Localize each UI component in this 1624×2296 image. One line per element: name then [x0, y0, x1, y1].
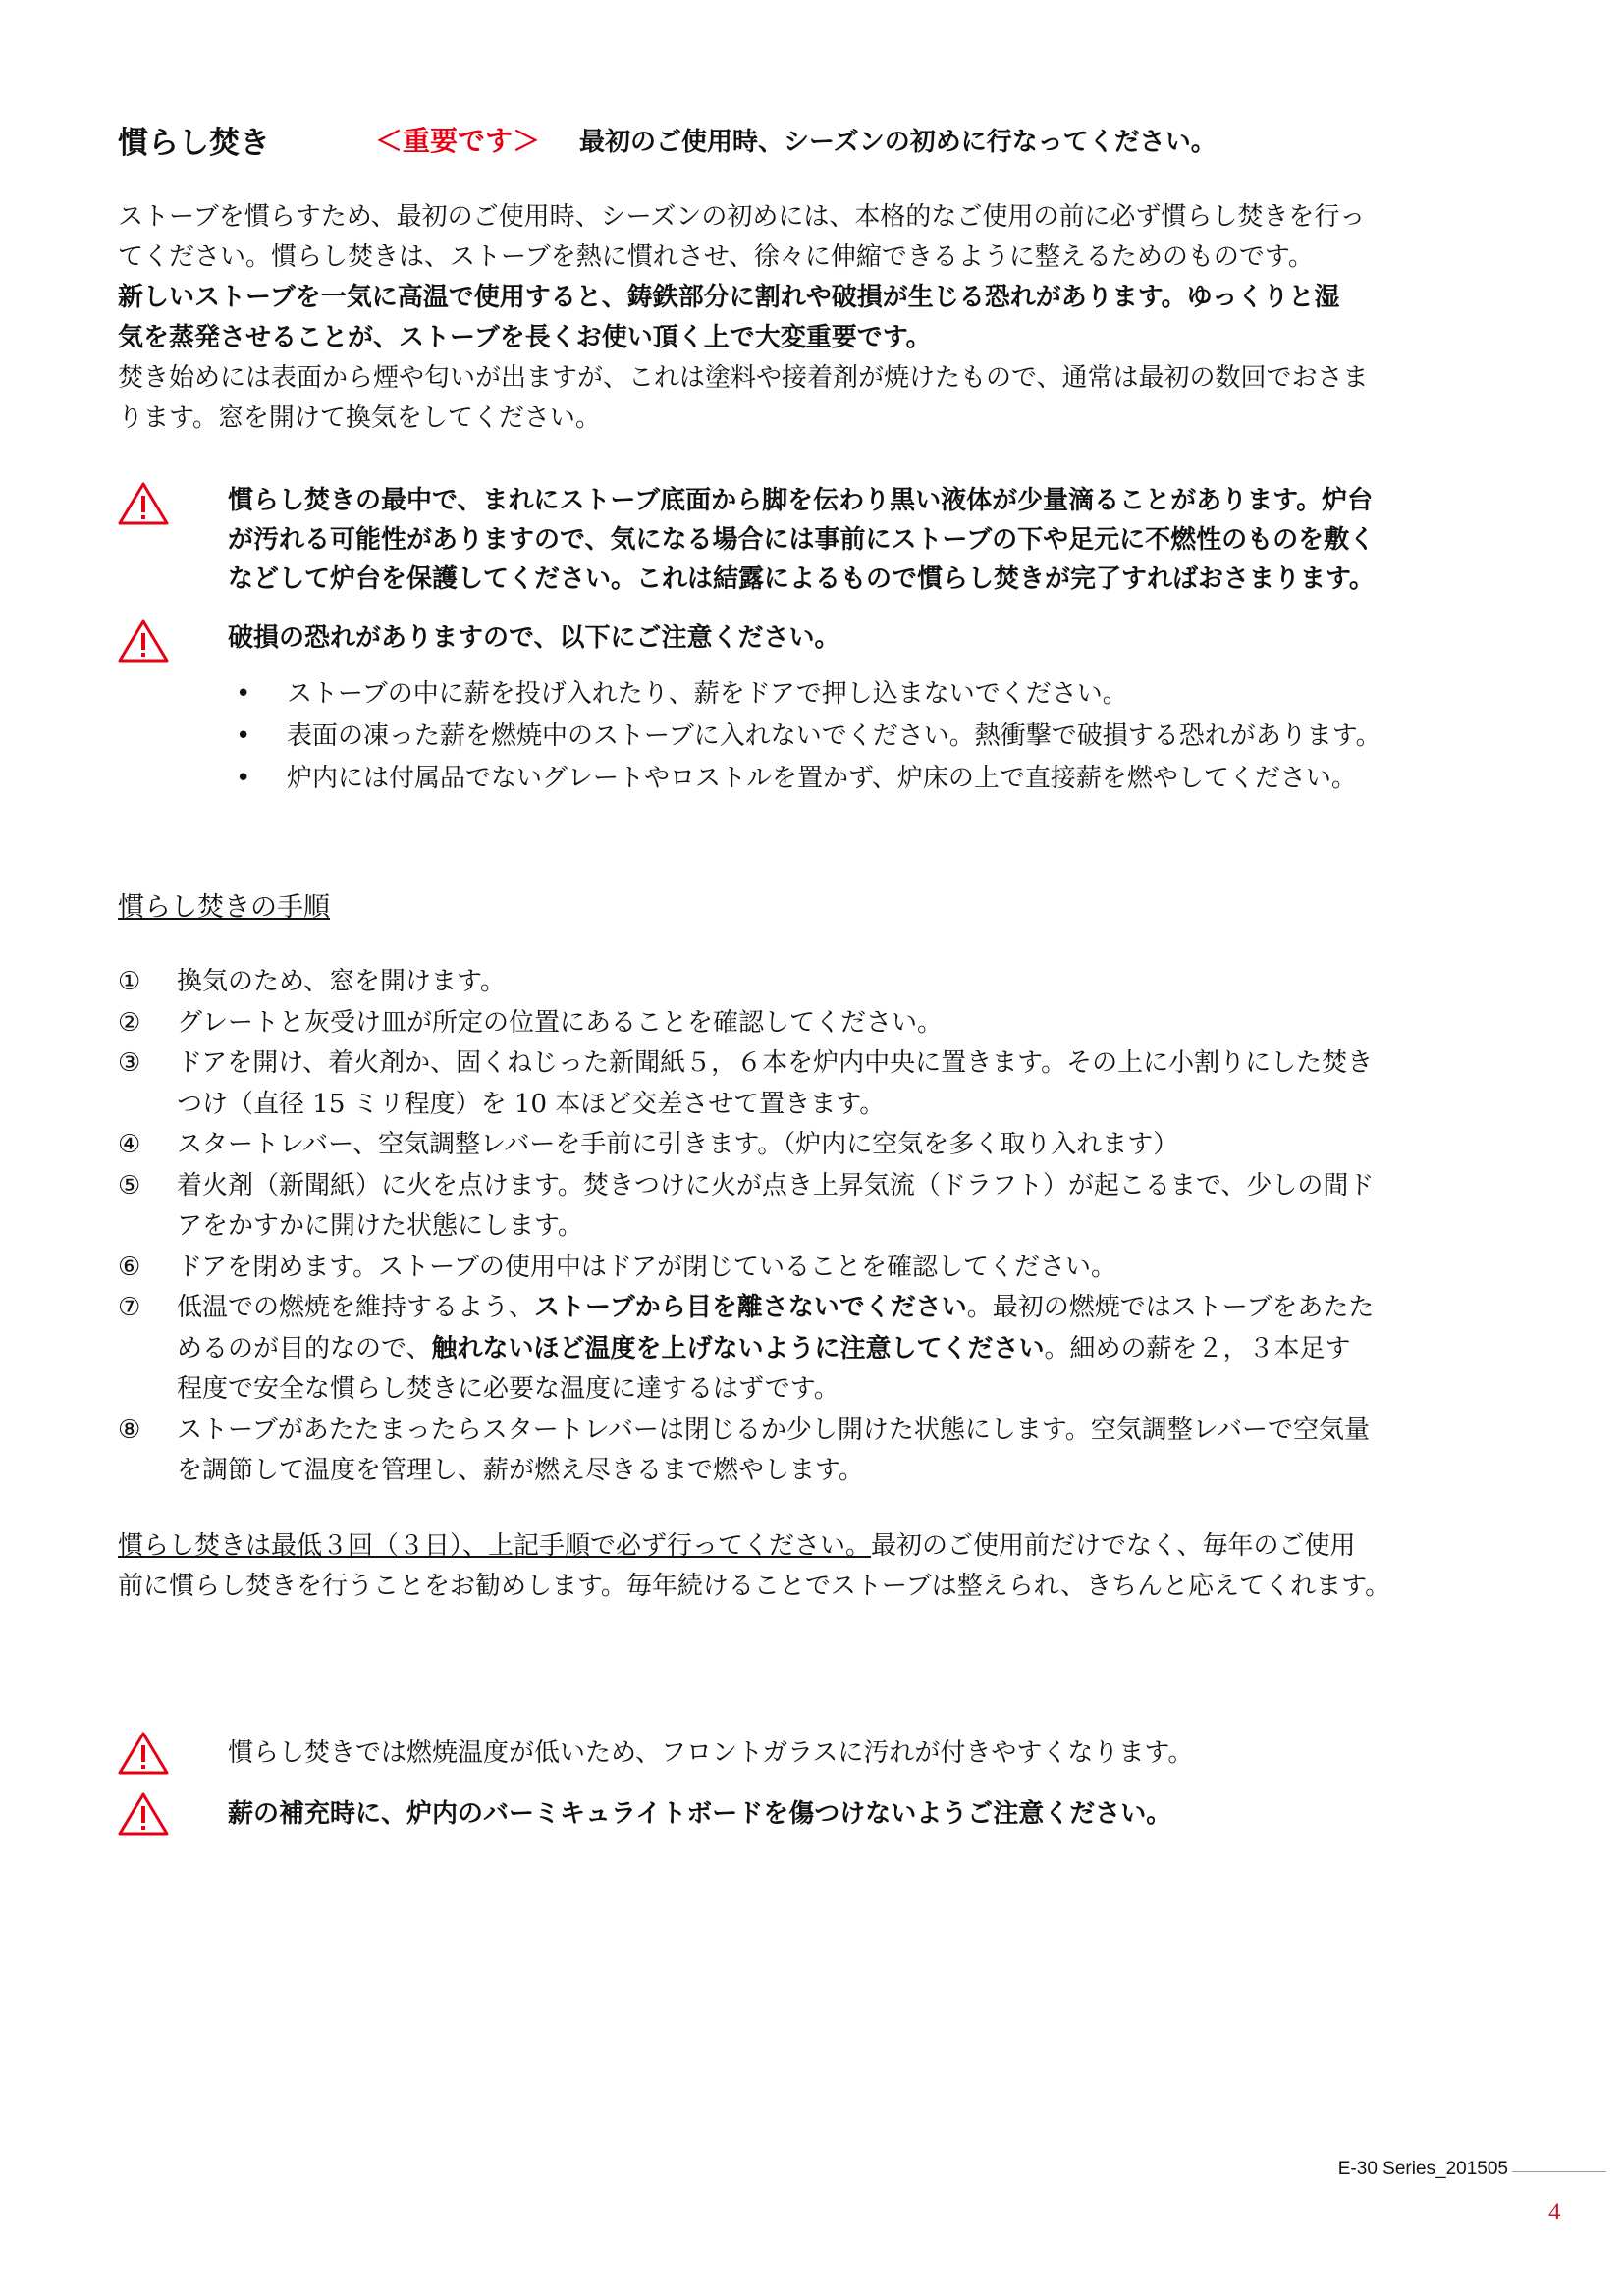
warning-text: 慣らし焚きでは燃焼温度が低いため、フロントガラスに汚れが付きやすくなります。: [228, 1738, 1194, 1768]
step-text: スタートレバー、空気調整レバーを手前に引きます。（炉内に空気を多く取り入れます）: [177, 1130, 1179, 1159]
step-item: [118, 1125, 1532, 1166]
list-item: [228, 673, 1524, 716]
footer-divider: [1512, 2171, 1606, 2172]
step-text-part: めるのが目的なので、: [177, 1333, 432, 1363]
step-item: [118, 1166, 1532, 1248]
warning-line: などして炉台を保護してください。これは結露によるもので慣らし焚きが完了すればおさまります。: [228, 564, 1375, 594]
step-number: ⑦: [118, 1293, 141, 1322]
warning-triangle-icon: [118, 1731, 169, 1776]
step-item: [118, 1043, 1532, 1125]
intro-line: ストーブを慣らすため、最初のご使用時、シーズンの初めには、本格的なご使用の前に必ず慣らし焚きを行っ: [118, 202, 1366, 232]
procedure-steps: [118, 962, 1532, 1492]
step-number: ②: [118, 1007, 141, 1038]
step-number: ⑧: [118, 1415, 141, 1445]
step-number: ⑥: [118, 1252, 141, 1282]
step-text-part: つけ（直径: [177, 1089, 305, 1119]
page-title: 慣らし焚き: [118, 126, 270, 161]
heading-subtitle: 最初のご使用時、シーズンの初めに行なってください。: [579, 128, 1217, 157]
step-item: [118, 1003, 1532, 1044]
closing-paragraph: [118, 1526, 1532, 1607]
step-text: 換気のため、窓を開けます。: [177, 967, 506, 996]
warning-text: 薪の補充時に、炉内のバーミキュライトボードを傷つけないようご注意ください。: [228, 1799, 1172, 1829]
step-text-bold: 触れないほど温度を上げないように注意してください: [431, 1333, 1045, 1363]
closing-underlined-text: 慣らし焚きは最低３回（３日）、上記手順で必ず行ってください。: [118, 1531, 872, 1561]
list-item-text: 炉内には付属品でないグレートやロストルを置かず、炉床の上で直接薪を燃やしてください。: [287, 764, 1357, 793]
list-item-text: ストーブの中に薪を投げ入れたり、薪をドアで押し込まないでください。: [287, 679, 1128, 709]
step-item: [118, 1248, 1532, 1289]
warning-damage: [118, 618, 1542, 666]
step-text-part: 。細めの薪を２，３本足す: [1044, 1333, 1351, 1363]
step-text: 程度で安全な慣らし焚きに必要な温度に達するはずです。: [177, 1374, 839, 1404]
warning-glass-soot: [118, 1731, 1542, 1780]
step-text-bold: ストーブから目を離さないでください: [534, 1293, 967, 1322]
section-heading: [118, 116, 1532, 161]
procedure-title: 慣らし焚きの手順: [118, 892, 330, 923]
page-number: 4: [1548, 2199, 1561, 2225]
warning-text: [228, 481, 1375, 599]
closing-line: 前に慣らし焚きを行うことをお勧めします。毎年続けることでストーブは整えられ、きちんと応えてくれます。: [118, 1572, 1391, 1601]
step-number: ③: [118, 1048, 141, 1078]
intro-line: てください。慣らし焚きは、ストーブを熱に慣れさせ、徐々に伸縮できるように整えるためのものです。: [118, 242, 1314, 272]
bullet-icon: •: [236, 764, 251, 793]
important-label: ＜重要です＞: [375, 125, 541, 157]
intro-line: 焚き始めには表面から煙や匂いが出ますが、これは塗料や接着剤が焼けたもので、通常は最初の数回でおさま: [118, 363, 1369, 393]
intro-bold-line: 気を蒸発させることが、ストーブを長くお使い頂く上で大変重要です。: [118, 323, 932, 352]
warning-line: が汚れる可能性がありますので、気になる場合には事前にストーブの下や足元に不燃性のものを敷く: [228, 525, 1376, 555]
list-item: [228, 716, 1524, 758]
step-text-part: 本ほど交差させて置きます。: [555, 1089, 886, 1119]
step-text-part: 低温での燃焼を維持するよう、: [177, 1293, 535, 1322]
closing-text: 最初のご使用前だけでなく、毎年のご使用: [871, 1531, 1356, 1561]
step-text-number: 10: [514, 1089, 548, 1119]
warning-text: 破損の恐れがありますので、以下にご注意ください。: [228, 623, 840, 653]
closing-line: [118, 1526, 1532, 1567]
step-item: [118, 1411, 1532, 1492]
step-text: ドアを閉めます。ストーブの使用中はドアが閉じていることを確認してください。: [177, 1252, 1117, 1282]
warning-triangle-icon: [118, 481, 169, 526]
step-text: [177, 1288, 1532, 1329]
step-text: ストーブがあたたまったらスタートレバーは閉じるか少し開けた状態にします。空気調整レバーで空気量: [177, 1415, 1370, 1445]
warning-line: 慣らし焚きの最中で、まれにストーブ底面から脚を伝わり黒い液体が少量滴ることがあります。炉台: [228, 486, 1374, 515]
step-text-number: 15: [312, 1089, 346, 1119]
step-item: [118, 962, 1532, 1003]
step-text: グレートと灰受け皿が所定の位置にあることを確認してください。: [177, 1007, 944, 1038]
warning-triangle-icon: [118, 618, 169, 664]
bullet-icon: •: [236, 679, 251, 709]
step-text: [177, 1085, 1532, 1126]
step-text-part: 。最初の燃焼ではストーブをあたた: [966, 1293, 1375, 1322]
step-text: 着火剤（新聞紙）に火を点けます。焚きつけに火が点き上昇気流（ドラフト）が起こるまで、少しの間ド: [177, 1170, 1375, 1201]
step-number: ④: [118, 1130, 141, 1159]
step-number: ①: [118, 967, 141, 996]
bullet-icon: •: [236, 721, 251, 751]
list-item-text: 表面の凍った薪を燃焼中のストーブに入れないでください。熱衝撃で破損する恐れがあります。: [287, 721, 1381, 751]
intro-bold-line: 新しいストーブを一気に高温で使用すると、鋳鉄部分に割れや破損が生じる恐れがあります。ゆっくりと湿: [118, 283, 1340, 312]
warning-vermiculite: [118, 1791, 1542, 1841]
intro-line: ります。窓を開けて換気をしてください。: [118, 403, 601, 433]
caution-list: [228, 673, 1524, 800]
step-number: ⑤: [118, 1170, 141, 1201]
step-text: ドアを開け、着火剤か、固くねじった新聞紙５，６本を炉内中央に置きます。その上に小割りにした焚き: [177, 1048, 1374, 1078]
warning-triangle-icon: [118, 1791, 169, 1837]
warning-black-liquid: [118, 481, 1542, 609]
document-id: E-30 Series_201505: [1337, 2159, 1508, 2179]
step-text-part: ミリ程度）を: [352, 1089, 507, 1119]
intro-paragraph: [118, 197, 1512, 439]
list-item: [228, 758, 1524, 800]
step-text: [177, 1329, 1532, 1370]
step-text: を調節して温度を管理し、薪が燃え尽きるまで燃やします。: [177, 1456, 864, 1485]
step-item: [118, 1288, 1532, 1411]
step-text: アをかすかに開けた状態にします。: [177, 1211, 583, 1241]
